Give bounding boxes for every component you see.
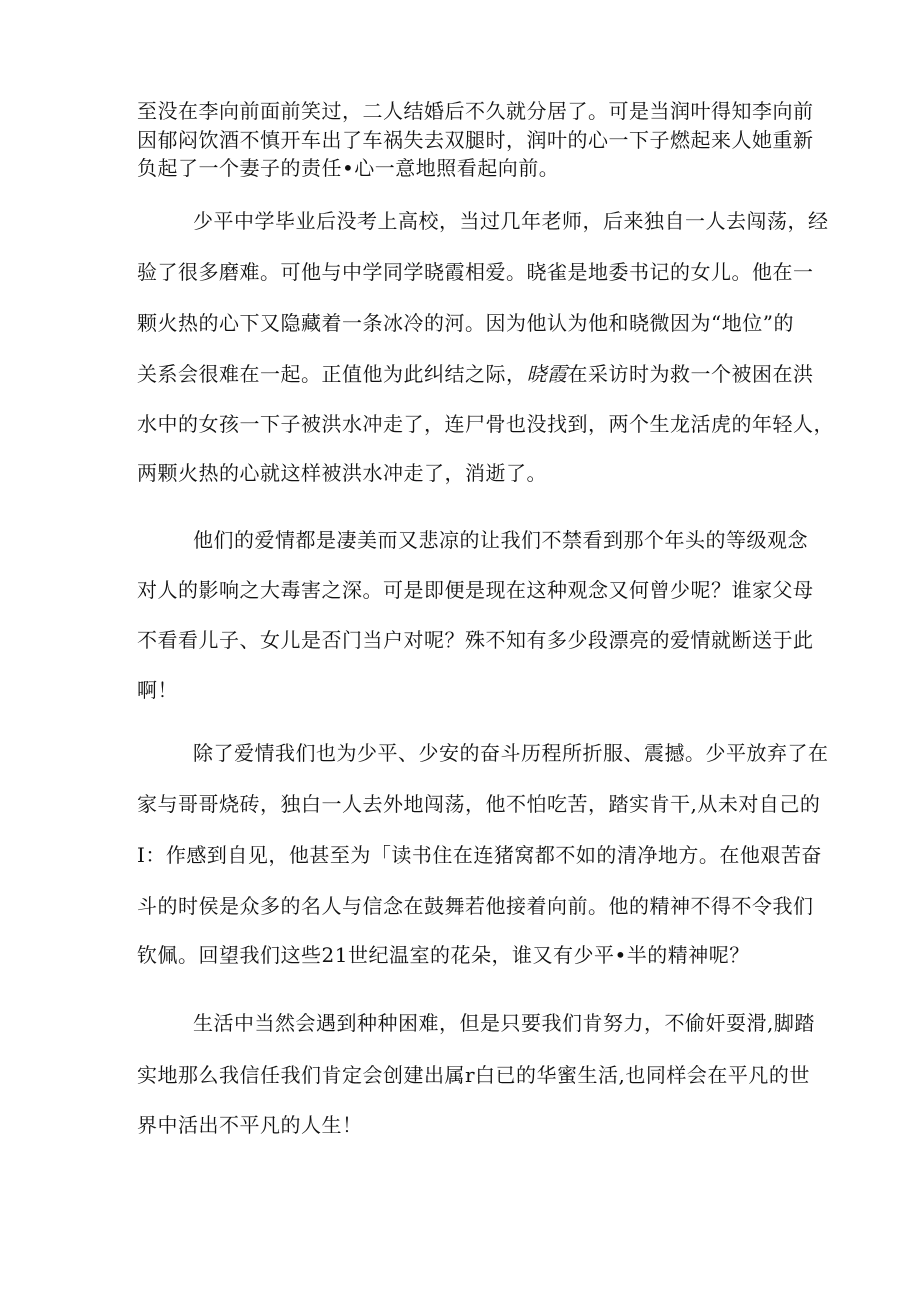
text-line-head: 关系会很难在一起。正值他为此纠结之际， — [137, 362, 527, 386]
italic-name: 晓霞 — [526, 362, 568, 386]
text-line: 两颗火热的心就这样被洪水冲走了，消逝了。 — [137, 461, 547, 485]
text-line: 颗火热的心下又隐藏着一条冰冷的河。因为他认为他和晓微因为“地位”的 — [137, 311, 794, 335]
text-line: 至没在李向前面前笑过，二人结婚后不久就分居了。可是当润叶得知李向前 — [137, 99, 814, 123]
text-line: 界中活出不平凡的人生！ — [137, 1113, 363, 1137]
text-line: 负起了一个妻子的责任•心一意地照看起向前。 — [137, 156, 560, 180]
text-line — [137, 362, 814, 386]
text-line: 因郁闷饮酒不慎开车出了车祸失去双腿时，润叶的心一下子燃起来人她重新 — [137, 128, 814, 152]
text-line: 少平中学毕业后没考上高校，当过几年老师，后来独自一人去闯荡，经 — [193, 209, 829, 233]
text-line: 他们的爱情都是凄美而又悲凉的让我们不禁看到那个年头的等级观念 — [193, 528, 808, 552]
text-line: 啊！ — [137, 678, 178, 702]
text-line: 钦佩。回望我们这些21世纪温室的花朵，谁又有少平•半的精神呢？ — [137, 943, 750, 967]
text-line: 斗的时侯是众多的名人与信念在鼓舞若他接着向前。他的精神不得不令我们 — [137, 894, 814, 918]
text-line: 家与哥哥烧砖，独白一人去外地闯荡，他不怕吃苦，踏实肯干,从未对自己的 — [137, 792, 821, 816]
text-line: 实地那么我信任我们肯定会创建出属r白已的华蜜生活,也同样会在平凡的世 — [137, 1063, 810, 1087]
text-line: 对人的影响之大毒害之深。可是即便是现在这种观念又何曾少呢？谁家父母 — [137, 578, 814, 602]
text-line-tail: 在采访时为救一个被困在洪 — [567, 362, 814, 386]
text-line: 不看看儿子、女儿是否门当户对呢？殊不知有多少段漂亮的爱情就断送于此 — [137, 628, 814, 652]
text-line: 水中的女孩一下子被洪水冲走了，连尸骨也没找到，两个生龙活虎的年轻人， — [137, 412, 834, 436]
text-line: I：作感到自见，他甚至为「读书住在连猪窝都不如的清净地方。在他艰苦奋 — [137, 843, 822, 867]
text-line: 除了爱情我们也为少平、少安的奋斗历程所折服、震撼。少平放弃了在 — [193, 741, 829, 765]
text-line: 验了很多磨难。可他与中学同学晓霞相爱。晓雀是地委书记的女儿。他在一 — [137, 260, 814, 284]
text-line: 生活中当然会遇到种种困难，但是只要我们肯努力，不偷奸耍滑,脚踏 — [193, 1011, 815, 1035]
